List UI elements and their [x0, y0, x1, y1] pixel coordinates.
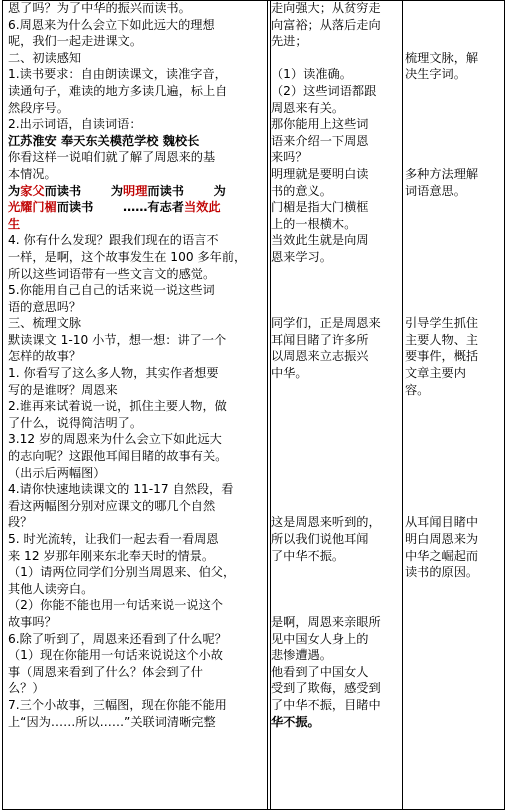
teacher-text-line: 故事吗？	[8, 614, 57, 629]
student-text-line: 了中华不振。	[271, 548, 345, 563]
intent-text-line: 从耳闻目睹中	[405, 515, 479, 530]
teacher-text-line: 读通句子，难读的地方多读几遍，标上自	[8, 83, 228, 98]
student-text-line: 明理就是要明白读	[271, 166, 369, 181]
teacher-text-line: 然段序号。	[8, 100, 69, 115]
intent-text-line: 读书的原因。	[405, 565, 479, 580]
column-divider	[402, 1, 403, 809]
intent-text-line	[405, 465, 497, 482]
student-text-line	[271, 282, 395, 299]
teacher-text-line: 默读课文 1-10 小节，想一想：讲了一个	[8, 332, 227, 347]
intent-text-line	[405, 431, 497, 448]
teacher-text-line: 事（周恩来看到了什么？体会到了什	[8, 664, 203, 679]
column-divider	[267, 1, 268, 809]
student-text-line: 走向强大；从贫穷走	[271, 1, 381, 15]
teacher-text-line: 写的是谁呀？周恩来	[8, 382, 118, 397]
teacher-text-line: 你看这样一说咱们就了解了周恩来的基	[8, 150, 216, 165]
student-text-line	[271, 581, 395, 598]
design-intent-column	[405, 0, 497, 581]
student-text-line: 恩来学习。	[271, 249, 332, 264]
intent-text-line	[405, 149, 497, 166]
intent-text-line	[405, 282, 497, 299]
intent-text-line	[405, 216, 497, 233]
reason-line-3: 生	[8, 216, 21, 231]
teacher-text-line: 怎样的故事？	[8, 349, 82, 364]
teacher-text-line: 段？	[8, 515, 33, 530]
student-text-line: 周恩来有关。	[271, 100, 345, 115]
intent-text-line	[405, 299, 497, 316]
teacher-text-line: 三、梳理文脉	[8, 316, 82, 331]
intent-text-line	[405, 17, 497, 34]
teacher-text-line: 2.出示词语，自读词语：	[8, 117, 142, 132]
student-text-line: 同学们，正是周恩来	[271, 316, 381, 331]
intent-text-line: 容。	[405, 382, 430, 397]
student-text-line: 悲惨遭遇。	[271, 648, 332, 663]
teacher-text-line: （出示后两幅图）	[8, 465, 106, 480]
intent-text-line	[405, 116, 497, 133]
intent-text-line	[405, 83, 497, 100]
student-text-line	[271, 382, 395, 399]
student-text-line	[271, 448, 395, 465]
student-text-line: 那你能用上这些词	[271, 117, 369, 132]
teacher-text-line: 其他人读旁白。	[8, 581, 94, 596]
teacher-text-line: （1）请两位同学们分别当周恩来、伯父，	[8, 565, 236, 580]
teacher-text-line: （1）现在你能用一句话来说说这个小故	[8, 648, 223, 663]
intent-text-line	[405, 266, 497, 283]
intent-text-line	[405, 0, 497, 17]
teacher-text-line: （2）你能不能也用一句话来说一说这个	[8, 598, 223, 613]
student-text-line: 耳闻目睹了许多所	[271, 332, 369, 347]
teacher-text-line: 一样，是啊，这个故事发生在 100 多年前，	[8, 249, 247, 264]
teacher-text-line: 6.周恩来为什么会立下如此远大的理想	[8, 17, 215, 32]
intent-text-line	[405, 415, 497, 432]
student-text-line: 他看到了中国女人	[271, 664, 369, 679]
student-text-line: 受到了欺侮，感受到	[271, 681, 381, 696]
teacher-text-line: 的志向呢？这跟他耳闻目睹的故事有关。	[8, 449, 228, 464]
intent-text-line: 多种方法理解	[405, 166, 479, 181]
student-text-line: （1）读准确。	[271, 67, 352, 82]
intent-text-line	[405, 398, 497, 415]
student-text-line	[271, 431, 395, 448]
intent-text-line	[405, 100, 497, 117]
intent-text-line: 中华之崛起而	[405, 548, 479, 563]
teacher-text-line: 上“因为……所以……”关联词清晰完整	[8, 714, 216, 729]
reason-line-1: 为家父而读书 为明理而读书 为	[8, 183, 226, 198]
student-text-line: 是啊，周恩来亲眼所	[271, 614, 381, 629]
intent-text-line: 明白周恩来为	[405, 532, 479, 546]
student-text-line: 所以我们说他耳闻	[271, 532, 369, 546]
intent-text-line: 决生字词。	[405, 67, 466, 82]
student-text-line: 门楣是指大门横框	[271, 200, 369, 215]
student-text-line: 向富裕；从落后走向	[271, 17, 381, 32]
teacher-text-line: 4.请你快速地读课文的 11-17 自然段，看	[8, 482, 234, 497]
intent-text-line: 主要人物、主	[405, 332, 479, 347]
teacher-text-line: 恩了吗？为了中华的振兴而读书。	[8, 1, 191, 15]
student-text-line	[271, 266, 395, 283]
student-text-line	[271, 465, 395, 482]
student-text-line: 语来介绍一下周恩	[271, 133, 369, 148]
student-text-line: 这是周恩来听到的，	[271, 515, 381, 530]
teacher-text-line: 6.除了听到了，周恩来还看到了什么呢？	[8, 631, 227, 646]
student-text-line	[271, 415, 395, 432]
student-text-line	[271, 50, 395, 67]
student-text-line	[271, 481, 395, 498]
intent-text-line	[405, 133, 497, 150]
student-text-line: 先进；	[271, 34, 308, 49]
intent-text-line: 梳理文脉，解	[405, 50, 479, 65]
student-text-line: 书的意义。	[271, 183, 332, 198]
teacher-text-line: 1.读书要求：自由朗读课文，读准字音，	[8, 67, 227, 82]
student-text-line: 以周恩来立志振兴	[271, 349, 369, 364]
student-text-line	[271, 597, 395, 614]
intent-text-line	[405, 249, 497, 266]
teacher-text-line: 么？）	[8, 681, 45, 696]
teacher-text-line: 呢，我们一起走进课文。	[8, 34, 143, 49]
student-text-line	[271, 299, 395, 316]
reason-line-2: 光耀门楣而读书 ……有志者当效此	[8, 200, 221, 215]
intent-text-line: 引导学生抓住	[405, 316, 479, 331]
teacher-text-line: 看这两幅图分别对应课文的哪几个自然	[8, 498, 216, 513]
teacher-text-line: 5. 时光流转，让我们一起去看一看周恩	[8, 532, 219, 546]
student-text-line	[271, 498, 395, 515]
teacher-text-line: 语的意思吗？	[8, 299, 82, 314]
teacher-text-line: 2.谁再来试着说一说，抓住主要人物，做	[8, 399, 227, 414]
intent-text-line	[405, 33, 497, 50]
student-text-line	[271, 398, 395, 415]
student-text-line: （2）这些词语都跟	[271, 83, 377, 98]
student-text-line	[271, 564, 395, 581]
intent-text-line: 词语意思。	[405, 183, 466, 198]
intent-text-line	[405, 498, 497, 515]
student-text-line: 华不振。	[271, 714, 320, 729]
teacher-text-line: 了什么，说得简洁明了。	[8, 415, 143, 430]
teacher-text-line: 1. 你看写了这么多人物，其实作者想要	[8, 366, 219, 381]
teacher-activity-column	[8, 0, 262, 730]
teacher-text-line: 4. 你有什么发现？跟我们现在的语言不	[8, 233, 219, 248]
teacher-text-line: 江苏淮安 奉天东关模范学校 魏校长	[8, 133, 200, 148]
student-text-line: 上的一根横木。	[271, 216, 357, 231]
teacher-text-line: 5.你能用自己自己的话来说一说这些词	[8, 283, 215, 298]
intent-text-line	[405, 232, 497, 249]
student-activity-column	[271, 0, 395, 730]
teacher-text-line: 所以这些词语带有一些文言文的感觉。	[8, 266, 216, 281]
teacher-text-line: 7.三个小故事，三幅图，现在你能不能用	[8, 697, 227, 712]
intent-text-line: 要事件，概括	[405, 349, 479, 364]
teacher-text-line: 本情况。	[8, 166, 57, 181]
student-text-line: 当效此生就是向周	[271, 233, 369, 248]
teacher-text-line: 3.12 岁的周恩来为什么会立下如此远大	[8, 432, 222, 447]
student-text-line: 中华。	[271, 366, 308, 381]
teacher-text-line: 来 12 岁那年刚来东北奉天时的情景。	[8, 548, 215, 563]
teacher-text-line: 二、初读感知	[8, 50, 82, 65]
student-text-line: 来吗？	[271, 150, 308, 165]
intent-text-line	[405, 448, 497, 465]
intent-text-line	[405, 199, 497, 216]
intent-text-line: 文章主要内	[405, 366, 466, 381]
student-text-line: 见中国女人身上的	[271, 631, 369, 646]
intent-text-line	[405, 481, 497, 498]
student-text-line: 了中华不振，目睹中	[271, 697, 381, 712]
